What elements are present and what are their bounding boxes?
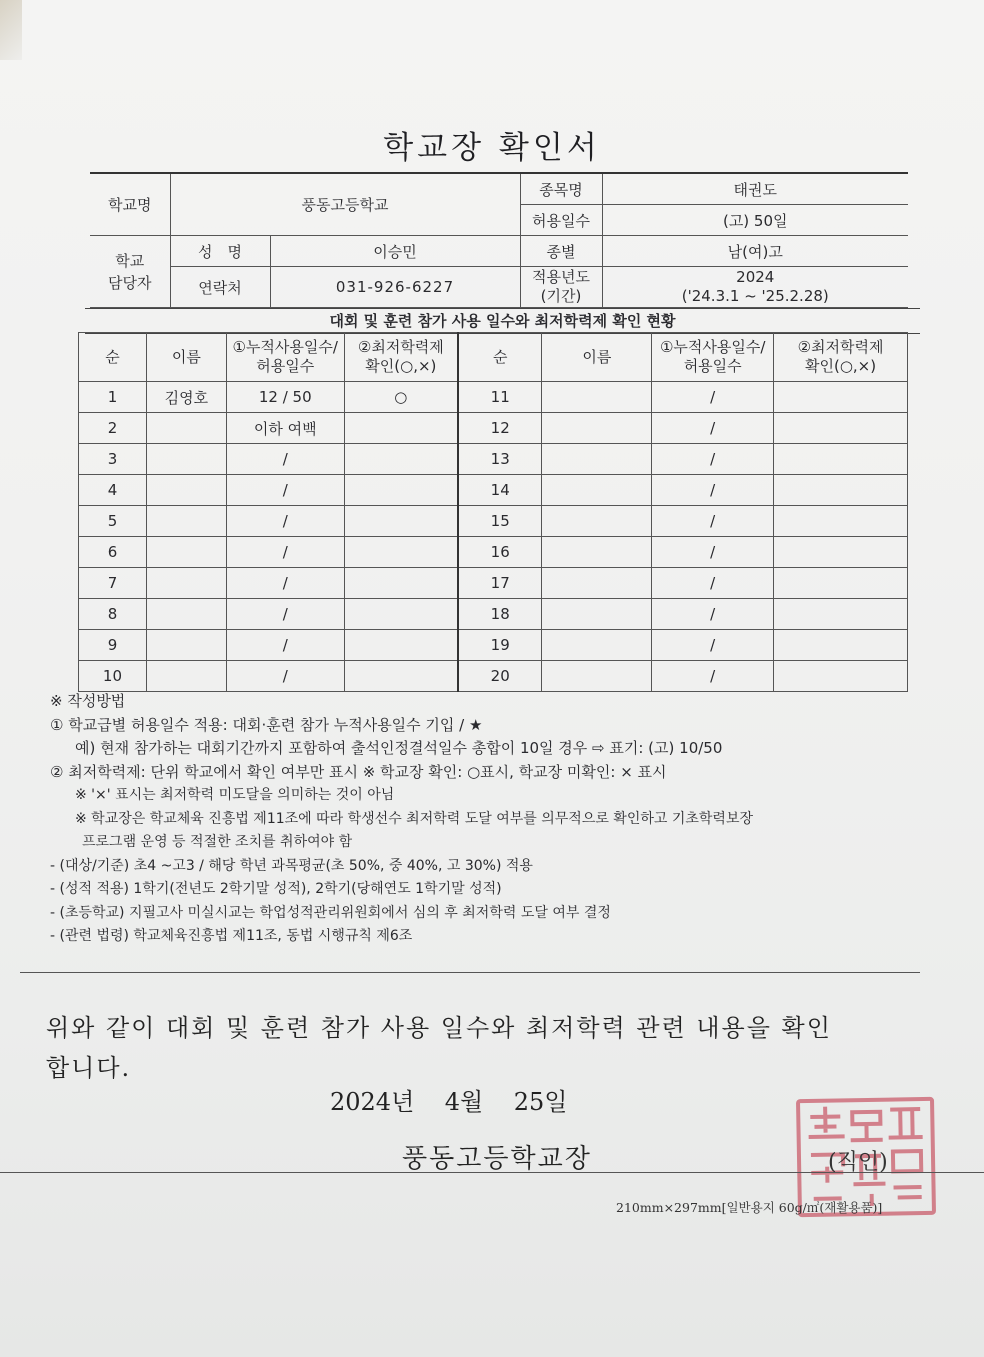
row-name xyxy=(542,599,652,630)
table-row xyxy=(79,382,908,413)
row-days: / xyxy=(652,382,774,413)
row-days: / xyxy=(226,661,344,692)
table-row xyxy=(79,475,908,506)
row-no: 14 xyxy=(458,475,542,506)
row-no: 20 xyxy=(458,661,542,692)
year-value-line1: 2024 xyxy=(736,268,775,286)
row-name xyxy=(542,475,652,506)
page-edge-shadow xyxy=(0,0,22,60)
header-no: 순 xyxy=(79,333,147,382)
note-1-example: 예) 현재 참가하는 대회기간까지 포함하여 출석인정결석일수 총합이 10일 경우 ⇨ 표기: (고) 10/50 xyxy=(75,739,723,757)
row-days: / xyxy=(652,661,774,692)
header-days-right xyxy=(652,333,774,382)
header-check-line2: 확인(○,×) xyxy=(365,357,437,375)
row-no: 7 xyxy=(79,568,147,599)
row-check xyxy=(774,599,908,630)
bottom-rule xyxy=(0,1172,984,1173)
header-check-right-line2: 확인(○,×) xyxy=(804,357,877,375)
gender-value: 남(여)고 xyxy=(602,236,908,267)
row-name xyxy=(542,444,652,475)
year-value xyxy=(602,267,908,308)
allowed-days-label: 허용일수 xyxy=(520,205,602,236)
table-row xyxy=(79,506,908,537)
section-title: 대회 및 훈련 참가 사용 일수와 최저학력제 확인 현황 xyxy=(85,308,920,334)
year-label-line1: 적용년도 xyxy=(532,268,590,286)
name-label: 성 명 xyxy=(170,236,270,267)
header-days-line1: ①누적사용일수/ xyxy=(232,338,338,356)
year-label xyxy=(520,267,602,308)
row-no: 6 xyxy=(79,537,147,568)
confirmation-text xyxy=(46,1008,906,1088)
note-2-b1: ※ 학교장은 학교체육 진흥법 제11조에 따라 학생선수 최저학력 도달 여부를 의무적으로 확인하고 기초학력보장 xyxy=(75,810,754,827)
note-2: ② 최저학력제: 단위 학교에서 확인 여부만 표시 ※ 학교장 확인: ○표시, 학교장 미확인: × 표시 xyxy=(50,762,667,781)
row-days: / xyxy=(652,630,774,661)
signature-date xyxy=(330,1082,568,1117)
period-value: ('24.3.1 ~ '25.2.28) xyxy=(681,287,829,305)
school-value: 풍동고등학교 xyxy=(170,173,520,236)
row-days: / xyxy=(652,537,774,568)
row-days: 이하 여백 xyxy=(226,413,344,444)
row-check xyxy=(344,568,458,599)
row-days: / xyxy=(652,506,774,537)
seal-mark-label: (직인) xyxy=(828,1150,888,1175)
row-days: / xyxy=(652,599,774,630)
row-check xyxy=(774,630,908,661)
row-name xyxy=(146,630,226,661)
manager-label-line2: 담당자 xyxy=(108,273,152,292)
row-name xyxy=(542,630,652,661)
row-check xyxy=(774,413,908,444)
detail-1: - (대상/기준) 초4 ~고3 / 해당 학년 과목평균(초 50%, 중 40%, 고 30%) 적용 xyxy=(50,857,533,874)
row-check xyxy=(774,568,908,599)
row-no: 5 xyxy=(79,506,147,537)
row-name xyxy=(542,382,652,413)
instructions xyxy=(50,690,930,949)
row-no: 1 xyxy=(79,382,147,413)
contact-value: 031-926-6227 xyxy=(270,267,520,308)
row-no: 2 xyxy=(79,413,147,444)
row-no: 8 xyxy=(79,599,147,630)
header-no-right: 순 xyxy=(458,333,542,382)
detail-3: - (초등학교) 지필고사 미실시교는 학업성적관리위원회에서 심의 후 최저학력 도달 여부 결정 xyxy=(50,904,611,921)
row-days: / xyxy=(226,537,344,568)
row-name xyxy=(542,506,652,537)
row-no: 12 xyxy=(458,413,542,444)
row-check xyxy=(774,506,908,537)
row-check xyxy=(344,413,458,444)
row-no: 15 xyxy=(458,506,542,537)
row-check xyxy=(344,630,458,661)
row-check: ○ xyxy=(344,382,458,413)
detail-2: - (성적 적용) 1학기(전년도 2학기말 성적), 2학기(당해연도 1학기말 성적) xyxy=(50,881,502,897)
row-days: / xyxy=(226,475,344,506)
row-name xyxy=(542,661,652,692)
header-days-right-line1: ①누적사용일수/ xyxy=(659,338,766,356)
header-days-right-line2: 허용일수 xyxy=(683,357,742,375)
row-name xyxy=(146,537,226,568)
row-days: / xyxy=(226,568,344,599)
row-name xyxy=(146,444,226,475)
confirmation-line2: 합니다. xyxy=(46,1054,132,1082)
header-days xyxy=(226,333,344,382)
row-name: 김영호 xyxy=(146,382,226,413)
allowed-days-value: (고) 50일 xyxy=(602,205,908,236)
row-check xyxy=(344,661,458,692)
row-days: / xyxy=(226,506,344,537)
row-name xyxy=(146,413,226,444)
notes-heading: ※ 작성방법 xyxy=(50,692,126,710)
participation-table xyxy=(78,332,908,692)
table-row xyxy=(79,599,908,630)
row-name xyxy=(542,413,652,444)
header-name-right: 이름 xyxy=(542,333,652,382)
row-no: 18 xyxy=(458,599,542,630)
confirmation-line1: 위와 같이 대회 및 훈련 참가 사용 일수와 최저학력 관련 내용을 확인 xyxy=(46,1014,832,1042)
row-days: / xyxy=(652,475,774,506)
row-no: 3 xyxy=(79,444,147,475)
row-name xyxy=(542,537,652,568)
principal-name: 풍동고등학교장 xyxy=(402,1144,592,1174)
header-days-line2: 허용일수 xyxy=(256,357,315,375)
divider-line xyxy=(20,972,920,973)
detail-4: - (관련 법령) 학교체육진흥법 제11조, 동법 시행규칙 제6조 xyxy=(50,928,413,944)
row-days: / xyxy=(226,444,344,475)
date-month: 4월 xyxy=(444,1088,484,1116)
row-name xyxy=(146,599,226,630)
table-row xyxy=(79,568,908,599)
header-check-right xyxy=(774,333,908,382)
row-days: / xyxy=(226,599,344,630)
header-check xyxy=(344,333,458,382)
row-check xyxy=(344,599,458,630)
row-no: 9 xyxy=(79,630,147,661)
date-day: 25일 xyxy=(513,1088,568,1116)
row-check xyxy=(344,537,458,568)
row-name xyxy=(542,568,652,599)
row-name xyxy=(146,475,226,506)
row-check xyxy=(344,506,458,537)
row-days: / xyxy=(652,444,774,475)
row-days: / xyxy=(652,413,774,444)
table-header-row xyxy=(79,333,908,382)
row-name xyxy=(146,661,226,692)
note-2-a: ※ '×' 표시는 최저학력 미도달을 의미하는 것이 아님 xyxy=(75,787,395,803)
date-year: 2024년 xyxy=(330,1088,415,1116)
header-name: 이름 xyxy=(146,333,226,382)
row-days: / xyxy=(652,568,774,599)
row-check xyxy=(774,382,908,413)
row-name xyxy=(146,568,226,599)
school-label: 학교명 xyxy=(90,173,170,236)
manager-label xyxy=(90,236,170,308)
gender-label: 종별 xyxy=(520,236,602,267)
row-no: 10 xyxy=(79,661,147,692)
row-days: / xyxy=(226,630,344,661)
info-table xyxy=(90,172,908,308)
event-label: 종목명 xyxy=(520,173,602,205)
row-check xyxy=(774,475,908,506)
note-2-b2: 프로그램 운영 등 적절한 조치를 취하여야 함 xyxy=(82,834,353,850)
row-no: 13 xyxy=(458,444,542,475)
row-check xyxy=(344,475,458,506)
row-no: 4 xyxy=(79,475,147,506)
paper-spec: 210mm×297mm[일반용지 60g/㎡(재활용품)] xyxy=(616,1200,883,1215)
name-value: 이승민 xyxy=(270,236,520,267)
note-1: ① 학교급별 허용일수 적용: 대회·훈련 참가 누적사용일수 기입 / ★ xyxy=(50,715,483,734)
table-row xyxy=(79,661,908,692)
row-check xyxy=(774,537,908,568)
manager-label-line1: 학교 xyxy=(115,251,145,270)
table-row xyxy=(79,630,908,661)
row-check xyxy=(774,444,908,475)
row-check xyxy=(774,661,908,692)
row-no: 11 xyxy=(458,382,542,413)
row-no: 16 xyxy=(458,537,542,568)
table-row xyxy=(79,444,908,475)
row-no: 19 xyxy=(458,630,542,661)
row-days: 12 / 50 xyxy=(226,382,344,413)
table-row xyxy=(79,537,908,568)
year-label-line2: (기간) xyxy=(540,287,582,305)
event-value: 태권도 xyxy=(602,173,908,205)
table-row xyxy=(79,413,908,444)
document-title: 학교장 확인서 xyxy=(383,130,601,166)
header-check-line1: ②최저학력제 xyxy=(357,338,444,356)
row-no: 17 xyxy=(458,568,542,599)
contact-label: 연락처 xyxy=(170,267,270,308)
row-check xyxy=(344,444,458,475)
row-name xyxy=(146,506,226,537)
header-check-right-line1: ②최저학력제 xyxy=(797,338,884,356)
